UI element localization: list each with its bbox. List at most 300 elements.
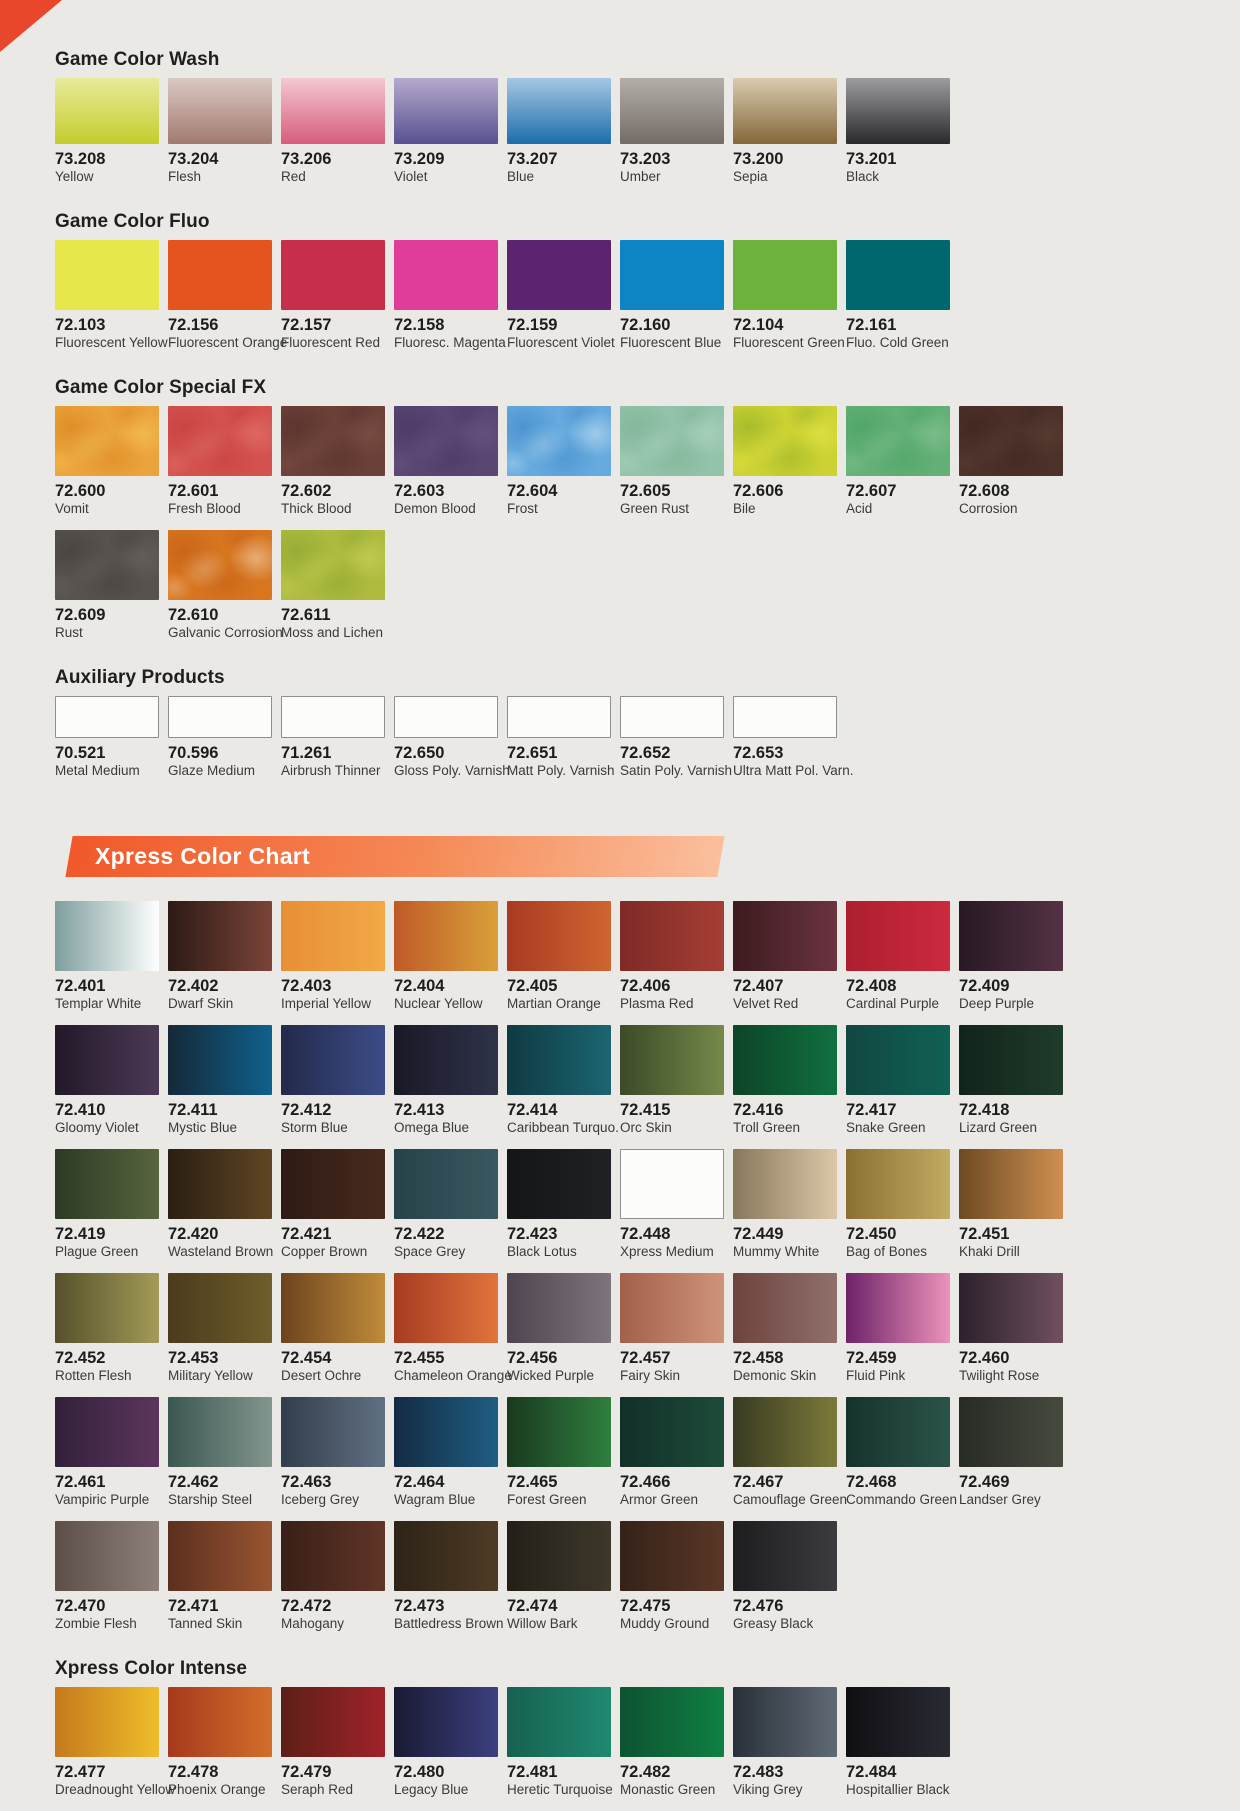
- swatch-code: 72.407: [733, 977, 784, 995]
- color-swatch: [394, 1397, 498, 1467]
- swatch-name: Metal Medium: [55, 762, 140, 778]
- swatch-name: Fluorescent Blue: [620, 334, 722, 350]
- color-swatch: [394, 901, 498, 971]
- color-swatch: [168, 1397, 272, 1467]
- swatch-cell: [733, 1149, 837, 1273]
- swatch-name: Martian Orange: [507, 995, 601, 1011]
- swatch-grid: [55, 1687, 1190, 1811]
- swatch-cell: [620, 901, 724, 1025]
- color-swatch: [620, 1687, 724, 1757]
- swatch-code: 72.482: [620, 1763, 671, 1781]
- color-swatch: [281, 1397, 385, 1467]
- swatch-cell: [620, 696, 733, 792]
- swatch-name: Umber: [620, 168, 661, 184]
- swatch-name: Sepia: [733, 168, 768, 184]
- swatch-name: Rust: [55, 624, 83, 640]
- swatch-code: 72.462: [168, 1473, 219, 1491]
- swatch-code: 72.456: [507, 1349, 558, 1367]
- swatch-name: Battledress Brown: [394, 1615, 504, 1631]
- swatch-name: Greasy Black: [733, 1615, 814, 1631]
- swatch-name: Landser Grey: [959, 1491, 1041, 1507]
- swatch-code: 72.413: [394, 1101, 445, 1119]
- swatch-name: Tanned Skin: [168, 1615, 243, 1631]
- swatch-name: Camouflage Green: [733, 1491, 848, 1507]
- color-swatch: [394, 240, 498, 310]
- swatch-name: Storm Blue: [281, 1119, 348, 1135]
- swatch-code: 72.411: [168, 1101, 218, 1119]
- swatch-code: 72.470: [55, 1597, 106, 1615]
- swatch-name: Fluorescent Green: [733, 334, 845, 350]
- swatch-name: Bile: [733, 500, 756, 516]
- swatch-code: 72.607: [846, 482, 897, 500]
- color-swatch: [959, 1397, 1063, 1467]
- swatch-code: 72.402: [168, 977, 219, 995]
- color-swatch: [507, 696, 611, 738]
- swatch-cell: [55, 901, 159, 1025]
- swatch-cell: [55, 1025, 159, 1149]
- swatch-code: 72.458: [733, 1349, 784, 1367]
- color-swatch: [959, 406, 1063, 476]
- swatch-cell: [959, 901, 1063, 1025]
- color-swatch: [846, 78, 950, 144]
- color-swatch: [281, 530, 385, 600]
- swatch-cell: [394, 1397, 498, 1521]
- swatch-name: Mummy White: [733, 1243, 820, 1259]
- swatch-code: 72.610: [168, 606, 219, 624]
- color-swatch: [281, 901, 385, 971]
- swatch-name: Bag of Bones: [846, 1243, 928, 1259]
- swatch-cell: [733, 240, 845, 364]
- banner-title: Xpress Color Chart: [95, 843, 311, 869]
- swatch-name: Gloss Poly. Varnish: [394, 762, 510, 778]
- color-swatch: [55, 901, 159, 971]
- swatch-cell: [959, 406, 1063, 530]
- swatch-cell: [55, 78, 159, 198]
- swatch-cell: [846, 1025, 950, 1149]
- swatch-name: Fairy Skin: [620, 1367, 681, 1383]
- color-swatch: [394, 78, 498, 144]
- swatch-cell: [846, 240, 950, 364]
- swatch-code: 72.471: [168, 1597, 219, 1615]
- swatch-cell: [168, 406, 272, 530]
- swatch-cell: [846, 406, 950, 530]
- swatch-name: Fresh Blood: [168, 500, 241, 516]
- swatch-cell: [620, 1149, 724, 1273]
- color-swatch: [507, 1687, 611, 1757]
- color-swatch: [620, 1397, 724, 1467]
- swatch-code: 72.421: [281, 1225, 332, 1243]
- swatch-code: 73.204: [168, 150, 219, 168]
- color-swatch: [507, 1397, 611, 1467]
- swatch-code: 72.600: [55, 482, 106, 500]
- swatch-code: 72.603: [394, 482, 445, 500]
- swatch-code: 72.483: [733, 1763, 784, 1781]
- swatch-cell: [281, 696, 385, 792]
- color-swatch: [281, 78, 385, 144]
- swatch-cell: [168, 1687, 272, 1811]
- swatch-name: Ultra Matt Pol. Varn.: [733, 762, 854, 778]
- swatch-cell: [55, 530, 159, 654]
- swatch-code: 72.159: [507, 316, 558, 334]
- swatch-cell: [733, 1521, 837, 1645]
- swatch-cell: [281, 1687, 385, 1811]
- color-swatch: [733, 901, 837, 971]
- swatch-code: 72.472: [281, 1597, 332, 1615]
- swatch-code: 72.412: [281, 1101, 332, 1119]
- color-swatch: [507, 1025, 611, 1095]
- color-swatch: [168, 530, 272, 600]
- color-swatch: [507, 1273, 611, 1343]
- swatch-code: 72.460: [959, 1349, 1010, 1367]
- swatch-cell: [281, 1397, 385, 1521]
- color-swatch: [55, 1273, 159, 1343]
- color-swatch: [281, 1273, 385, 1343]
- swatch-name: Airbrush Thinner: [281, 762, 381, 778]
- swatch-cell: [55, 406, 159, 530]
- swatch-code: 72.418: [959, 1101, 1010, 1119]
- swatch-name: Heretic Turquoise: [507, 1781, 613, 1797]
- swatch-code: 72.606: [733, 482, 784, 500]
- swatch-name: Khaki Drill: [959, 1243, 1020, 1259]
- swatch-cell: [507, 240, 615, 364]
- swatch-cell: [55, 1687, 176, 1811]
- swatch-code: 72.449: [733, 1225, 784, 1243]
- swatch-name: Cardinal Purple: [846, 995, 940, 1011]
- swatch-name: Chameleon Orange: [394, 1367, 512, 1383]
- swatch-code: 72.156: [168, 316, 219, 334]
- swatch-cell: [959, 1397, 1063, 1521]
- color-swatch: [620, 696, 724, 738]
- swatch-code: 72.448: [620, 1225, 671, 1243]
- swatch-cell: [168, 78, 272, 198]
- color-swatch: [394, 1149, 498, 1219]
- color-swatch: [394, 1273, 498, 1343]
- swatch-cell: [55, 1149, 159, 1273]
- color-swatch: [55, 1397, 159, 1467]
- color-swatch: [168, 696, 272, 738]
- swatch-name: Corrosion: [959, 500, 1018, 516]
- swatch-grid: [55, 901, 1190, 1645]
- color-swatch: [733, 1521, 837, 1591]
- swatch-name: Dwarf Skin: [168, 995, 234, 1011]
- swatch-code: 72.404: [394, 977, 445, 995]
- color-swatch: [55, 406, 159, 476]
- swatch-code: 72.451: [959, 1225, 1010, 1243]
- swatch-cell: [959, 1273, 1063, 1397]
- swatch-name: Orc Skin: [620, 1119, 672, 1135]
- swatch-cell: [55, 1397, 159, 1521]
- swatch-name: Snake Green: [846, 1119, 926, 1135]
- swatch-cell: [620, 78, 724, 198]
- swatch-name: Imperial Yellow: [281, 995, 372, 1011]
- swatch-code: 73.209: [394, 150, 445, 168]
- swatch-name: Matt Poly. Varnish: [507, 762, 615, 778]
- swatch-name: Gloomy Violet: [55, 1119, 139, 1135]
- swatch-name: Starship Steel: [168, 1491, 253, 1507]
- swatch-code: 70.596: [168, 744, 219, 762]
- swatch-name: Satin Poly. Varnish: [620, 762, 733, 778]
- swatch-code: 72.481: [507, 1763, 558, 1781]
- swatch-code: 73.206: [281, 150, 332, 168]
- swatch-cell: [507, 901, 611, 1025]
- swatch-name: Black Lotus: [507, 1243, 577, 1259]
- swatch-cell: [281, 240, 385, 364]
- swatch-name: Monastic Green: [620, 1781, 716, 1797]
- swatch-name: Troll Green: [733, 1119, 801, 1135]
- swatch-name: Mahogany: [281, 1615, 345, 1631]
- swatch-code: 73.203: [620, 150, 671, 168]
- color-swatch: [507, 1521, 611, 1591]
- swatch-name: Willow Bark: [507, 1615, 578, 1631]
- swatch-cell: [620, 1397, 724, 1521]
- swatch-code: 72.408: [846, 977, 897, 995]
- swatch-cell: [281, 1149, 385, 1273]
- swatch-code: 72.604: [507, 482, 558, 500]
- color-swatch: [620, 1521, 724, 1591]
- color-swatch: [733, 1025, 837, 1095]
- color-swatch: [55, 1149, 159, 1219]
- swatch-code: 71.261: [281, 744, 332, 762]
- swatch-cell: [733, 406, 837, 530]
- color-swatch: [281, 1521, 385, 1591]
- swatch-cell: [281, 1025, 385, 1149]
- color-swatch: [733, 1273, 837, 1343]
- swatch-name: Lizard Green: [959, 1119, 1038, 1135]
- swatch-cell: [733, 78, 837, 198]
- swatch-grid: [55, 78, 1190, 198]
- swatch-cell: [394, 406, 498, 530]
- swatch-code: 72.602: [281, 482, 332, 500]
- swatch-code: 72.452: [55, 1349, 106, 1367]
- swatch-name: Fluid Pink: [846, 1367, 906, 1383]
- swatch-code: 72.409: [959, 977, 1010, 995]
- swatch-cell: [620, 406, 724, 530]
- swatch-code: 72.475: [620, 1597, 671, 1615]
- swatch-cell: [394, 240, 506, 364]
- swatch-cell: [168, 1025, 272, 1149]
- color-swatch: [733, 1149, 837, 1219]
- color-swatch: [55, 1521, 159, 1591]
- swatch-name: Wasteland Brown: [168, 1243, 274, 1259]
- swatch-code: 72.450: [846, 1225, 897, 1243]
- color-swatch: [55, 240, 159, 310]
- swatch-code: 72.453: [168, 1349, 219, 1367]
- swatch-cell: [733, 1687, 837, 1811]
- color-swatch: [733, 1397, 837, 1467]
- swatch-cell: [507, 1025, 619, 1149]
- swatch-cell: [620, 1273, 724, 1397]
- swatch-name: Twilight Rose: [959, 1367, 1040, 1383]
- swatch-code: 72.465: [507, 1473, 558, 1491]
- swatch-code: 72.419: [55, 1225, 106, 1243]
- swatch-cell: [846, 78, 950, 198]
- color-swatch: [168, 1149, 272, 1219]
- swatch-code: 72.478: [168, 1763, 219, 1781]
- swatch-name: Glaze Medium: [168, 762, 256, 778]
- swatch-cell: [733, 696, 854, 792]
- color-swatch: [394, 1521, 498, 1591]
- swatch-code: 72.463: [281, 1473, 332, 1491]
- swatch-name: Demon Blood: [394, 500, 476, 516]
- swatch-name: Military Yellow: [168, 1367, 253, 1383]
- swatch-cell: [846, 901, 950, 1025]
- color-swatch: [394, 406, 498, 476]
- swatch-name: Vampiric Purple: [55, 1491, 150, 1507]
- swatch-cell: [959, 1149, 1063, 1273]
- swatch-name: Viking Grey: [733, 1781, 803, 1797]
- color-swatch: [733, 78, 837, 144]
- swatch-code: 72.104: [733, 316, 784, 334]
- swatch-cell: [507, 78, 611, 198]
- swatch-code: 72.651: [507, 744, 558, 762]
- color-swatch: [168, 901, 272, 971]
- swatch-code: 72.608: [959, 482, 1010, 500]
- color-swatch: [168, 1687, 272, 1757]
- swatch-cell: [394, 1687, 498, 1811]
- swatch-cell: [959, 1025, 1063, 1149]
- swatch-code: 72.414: [507, 1101, 558, 1119]
- swatch-name: Caribbean Turquo.: [507, 1119, 619, 1135]
- color-swatch: [846, 240, 950, 310]
- swatch-name: Phoenix Orange: [168, 1781, 266, 1797]
- swatch-code: 72.480: [394, 1763, 445, 1781]
- color-swatch: [620, 78, 724, 144]
- swatch-code: 70.521: [55, 744, 106, 762]
- color-swatch: [281, 406, 385, 476]
- section-title: Game Color Fluo: [55, 211, 210, 232]
- swatch-code: 73.207: [507, 150, 558, 168]
- color-swatch: [846, 1687, 950, 1757]
- swatch-code: 72.157: [281, 316, 332, 334]
- color-swatch: [733, 406, 837, 476]
- color-swatch: [281, 696, 385, 738]
- color-swatch: [507, 78, 611, 144]
- swatch-code: 72.468: [846, 1473, 897, 1491]
- swatch-cell: [394, 696, 510, 792]
- swatch-code: 72.160: [620, 316, 671, 334]
- swatch-code: 72.473: [394, 1597, 445, 1615]
- color-swatch: [394, 1025, 498, 1095]
- swatch-cell: [733, 1273, 837, 1397]
- swatch-name: Fluorescent Yellow: [55, 334, 168, 350]
- swatch-cell: [394, 901, 498, 1025]
- color-swatch: [620, 901, 724, 971]
- swatch-code: 72.415: [620, 1101, 671, 1119]
- swatch-code: 72.611: [281, 606, 331, 624]
- swatch-name: Acid: [846, 500, 873, 516]
- swatch-grid: [55, 406, 1190, 654]
- swatch-code: 72.650: [394, 744, 445, 762]
- color-swatch: [168, 1025, 272, 1095]
- swatch-code: 72.410: [55, 1101, 106, 1119]
- color-swatch: [55, 696, 159, 738]
- swatch-name: Templar White: [55, 995, 142, 1011]
- color-swatch: [846, 901, 950, 971]
- color-swatch: [168, 78, 272, 144]
- color-swatch: [168, 1273, 272, 1343]
- swatch-name: Commando Green: [846, 1491, 958, 1507]
- color-swatch: [620, 240, 724, 310]
- swatch-name: Wagram Blue: [394, 1491, 476, 1507]
- swatch-code: 72.401: [55, 977, 106, 995]
- swatch-name: Legacy Blue: [394, 1781, 469, 1797]
- section-title: Game Color Wash: [55, 49, 220, 70]
- swatch-code: 72.479: [281, 1763, 332, 1781]
- swatch-code: 72.161: [846, 316, 897, 334]
- swatch-name: Muddy Ground: [620, 1615, 710, 1631]
- color-swatch: [55, 78, 159, 144]
- color-swatch: [733, 1687, 837, 1757]
- section-title: Auxiliary Products: [55, 667, 225, 688]
- swatch-cell: [620, 1687, 724, 1811]
- color-swatch: [733, 240, 837, 310]
- swatch-cell: [507, 1687, 611, 1811]
- swatch-name: Deep Purple: [959, 995, 1035, 1011]
- swatch-cell: [168, 1149, 272, 1273]
- swatch-cell: [168, 1273, 272, 1397]
- swatch-cell: [507, 1521, 611, 1645]
- swatch-name: Wicked Purple: [507, 1367, 595, 1383]
- color-swatch: [394, 1687, 498, 1757]
- swatch-cell: [846, 1687, 950, 1811]
- swatch-code: 73.200: [733, 150, 784, 168]
- swatch-name: Seraph Red: [281, 1781, 354, 1797]
- swatch-code: 72.455: [394, 1349, 445, 1367]
- swatch-name: Blue: [507, 168, 535, 184]
- swatch-cell: [281, 901, 385, 1025]
- swatch-cell: [281, 1273, 385, 1397]
- swatch-name: Fluo. Cold Green: [846, 334, 949, 350]
- swatch-cell: [507, 1397, 611, 1521]
- swatch-name: Dreadnought Yellow: [55, 1781, 176, 1797]
- swatch-code: 72.477: [55, 1763, 106, 1781]
- swatch-code: 72.103: [55, 316, 106, 334]
- swatch-code: 72.457: [620, 1349, 671, 1367]
- swatch-name: Frost: [507, 500, 538, 516]
- swatch-cell: [168, 240, 288, 364]
- color-swatch: [281, 1025, 385, 1095]
- swatch-cell: [168, 1397, 272, 1521]
- color-swatch: [846, 1149, 950, 1219]
- swatch-cell: [846, 1149, 950, 1273]
- swatch-cell: [733, 1025, 837, 1149]
- swatch-cell: [168, 696, 272, 792]
- color-swatch: [168, 240, 272, 310]
- color-swatch: [507, 406, 611, 476]
- swatch-cell: [281, 530, 385, 654]
- color-swatch: [959, 1025, 1063, 1095]
- swatch-cell: [507, 1149, 611, 1273]
- swatch-name: Armor Green: [620, 1491, 699, 1507]
- xpress-color-chart-banner: [65, 836, 724, 877]
- color-swatch: [168, 1521, 272, 1591]
- swatch-name: Desert Ochre: [281, 1367, 362, 1383]
- swatch-name: Iceberg Grey: [281, 1491, 360, 1507]
- swatch-code: 72.423: [507, 1225, 558, 1243]
- swatch-name: Plague Green: [55, 1243, 139, 1259]
- swatch-cell: [394, 1025, 498, 1149]
- swatch-name: Violet: [394, 168, 428, 184]
- swatch-name: Xpress Medium: [620, 1243, 714, 1259]
- swatch-code: 72.474: [507, 1597, 558, 1615]
- color-swatch: [507, 901, 611, 971]
- section-title: Game Color Special FX: [55, 377, 267, 398]
- color-swatch: [281, 1687, 385, 1757]
- swatch-cell: [733, 1397, 848, 1521]
- color-swatch: [55, 1025, 159, 1095]
- swatch-code: 72.467: [733, 1473, 784, 1491]
- swatch-code: 72.605: [620, 482, 671, 500]
